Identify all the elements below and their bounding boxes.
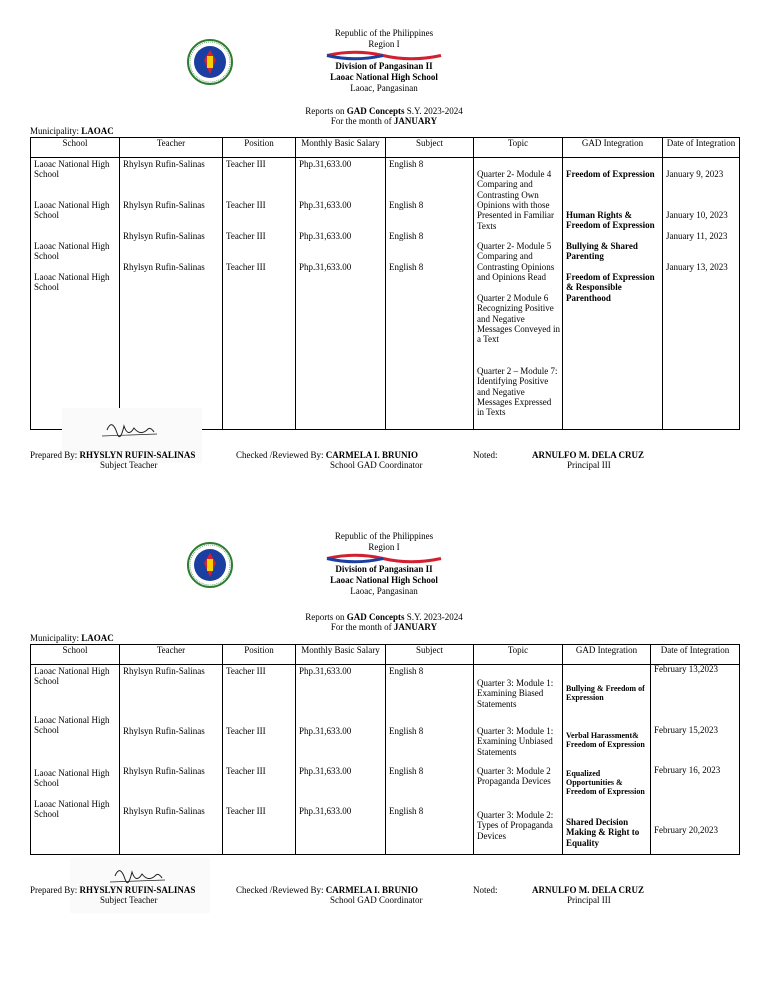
position-cell: Teacher III (226, 726, 266, 736)
checked-by (236, 450, 418, 460)
title-prefix: Reports on (305, 106, 347, 116)
subject-cell: English 8 (389, 726, 424, 736)
salary-cell: Php.31,633.00 (299, 666, 352, 676)
topic-cell: Quarter 2- Module 5 Comparing and Contrasting Opinions and Opinions Read (477, 241, 555, 283)
deped-logo-icon (0, 50, 768, 61)
table-row (31, 665, 740, 855)
report-title (0, 106, 768, 126)
title-bold: GAD Concepts (346, 106, 405, 116)
location-line: Laoac, Pangasinan (350, 586, 418, 596)
subject-cell: English 8 (389, 666, 424, 676)
noted-title: Principal III (567, 460, 611, 470)
teacher-cell: Rhylsyn Rufin-Salinas (123, 726, 205, 736)
noted-name: ARNULFO M. DELA CRUZ (532, 885, 645, 895)
school-cell: Laoac National High School (34, 715, 110, 736)
checked-by (236, 885, 418, 895)
position-cell: Teacher III (226, 262, 266, 272)
col-subject: Subject (386, 645, 474, 665)
republic-line: Republic of the Philippines (334, 531, 434, 541)
letterhead (0, 531, 768, 597)
prepared-title: Subject Teacher (100, 895, 158, 905)
col-date: Date of Integration (651, 645, 740, 665)
col-topic: Topic (474, 645, 563, 665)
date-cell: February 20,2023 (654, 825, 718, 835)
prepared-title: Subject Teacher (100, 460, 158, 470)
col-position: Position (223, 138, 296, 158)
date-cell: February 16, 2023 (654, 765, 721, 775)
topic-cell: Quarter 2 Module 6 Recognizing Positive and Negative Messages Conveyed in a Text (477, 293, 560, 345)
salary-cell: Php.31,633.00 (299, 159, 352, 169)
school-cell: Laoac National High School (34, 200, 110, 221)
col-gad: GAD Integration (563, 645, 651, 665)
school-cell: Laoac National High School (34, 272, 110, 293)
gad-table-2 (30, 644, 740, 855)
topic-cell: Quarter 2- Module 4 Comparing and Contrasting Own Opinions with those Presented in Familiar Texts (477, 169, 554, 231)
col-school: School (31, 645, 120, 665)
col-salary: Monthly Basic Salary (296, 138, 386, 158)
republic-line: Republic of the Philippines (334, 28, 434, 38)
date-cell: January 11, 2023 (666, 231, 728, 241)
division-line: Division of Pangasinan II (335, 564, 433, 574)
topic-cell: Quarter 3: Module 2: Types of Propaganda Devices (477, 810, 554, 841)
school-cell: Laoac National High School (34, 799, 110, 820)
checked-name: CARMELA I. BRUNIO (325, 450, 418, 460)
position-cell: Teacher III (226, 200, 266, 210)
division-line: Division of Pangasinan II (335, 61, 433, 71)
teacher-cell: Rhylsyn Rufin-Salinas (123, 200, 205, 210)
teacher-cell: Rhylsyn Rufin-Salinas (123, 159, 205, 169)
col-salary: Monthly Basic Salary (296, 645, 386, 665)
municipality-value: LAOAC (81, 126, 114, 136)
noted-label: Noted: (473, 885, 498, 895)
col-teacher: Teacher (120, 645, 223, 665)
prepared-name: RHYSLYN RUFIN-SALINAS (79, 885, 196, 895)
date-cell: January 10, 2023 (666, 210, 728, 220)
prepared-name: RHYSLYN RUFIN-SALINAS (79, 450, 196, 460)
gad-cell: Bullying & Shared Parenting (566, 241, 638, 262)
gad-cell: Bullying & Freedom of Expression (566, 684, 645, 703)
topic-cell: Quarter 3: Module 1: Examining Biased Statements (477, 678, 554, 709)
school-cell: Laoac National High School (34, 241, 110, 262)
col-date: Date of Integration (663, 138, 740, 158)
noted-label: Noted: (473, 450, 498, 460)
gad-cell: Equalized Opportunities & Freedom of Expression (566, 769, 645, 797)
teacher-cell: Rhylsyn Rufin-Salinas (123, 262, 205, 272)
topic-cell: Quarter 3: Module 1: Examining Unbiased Statements (477, 726, 554, 757)
date-cell: January 9, 2023 (666, 169, 724, 179)
school-line: Laoac National High School (330, 72, 438, 82)
col-subject: Subject (386, 138, 474, 158)
region-line: Region I (368, 542, 400, 552)
subject-cell: English 8 (389, 806, 424, 816)
title-suffix: S.Y. 2023-2024 (404, 612, 463, 622)
gad-cell: Shared Decision Making & Right to Equality (566, 817, 640, 848)
gad-table-1 (30, 137, 740, 430)
salary-cell: Php.31,633.00 (299, 806, 352, 816)
col-topic: Topic (474, 138, 563, 158)
position-cell: Teacher III (226, 159, 266, 169)
salary-cell: Php.31,633.00 (299, 262, 352, 272)
school-cell: Laoac National High School (34, 768, 110, 789)
teacher-cell: Rhylsyn Rufin-Salinas (123, 806, 205, 816)
subject-cell: English 8 (389, 231, 424, 241)
title-prefix: Reports on (305, 612, 347, 622)
prepared-by (30, 885, 195, 895)
school-line: Laoac National High School (330, 575, 438, 585)
school-cell: Laoac National High School (34, 666, 110, 687)
month: JANUARY (393, 622, 438, 632)
checked-label: Checked /Reviewed By: (236, 450, 326, 460)
prepared-label: Prepared By: (30, 450, 80, 460)
municipality-label: Municipality: (30, 633, 82, 643)
date-cell: January 13, 2023 (666, 262, 728, 272)
month-prefix: For the month of (330, 622, 394, 632)
municipality-label: Municipality: (30, 126, 82, 136)
subject-cell: English 8 (389, 262, 424, 272)
region-line: Region I (368, 39, 400, 49)
checked-title: School GAD Coordinator (330, 460, 423, 470)
subject-cell: English 8 (389, 200, 424, 210)
salary-cell: Php.31,633.00 (299, 200, 352, 210)
municipality (30, 633, 114, 643)
salary-cell: Php.31,633.00 (299, 766, 352, 776)
deped-logo-icon (0, 553, 768, 564)
municipality-value: LAOAC (81, 633, 114, 643)
gad-cell: Freedom of Expression (566, 169, 655, 179)
teacher-cell: Rhylsyn Rufin-Salinas (123, 766, 205, 776)
location-line: Laoac, Pangasinan (350, 83, 418, 93)
position-cell: Teacher III (226, 231, 266, 241)
title-bold: GAD Concepts (346, 612, 405, 622)
letterhead (0, 28, 768, 94)
salary-cell: Php.31,633.00 (299, 726, 352, 736)
table-row (31, 158, 740, 430)
checked-name: CARMELA I. BRUNIO (325, 885, 418, 895)
prepared-label: Prepared By: (30, 885, 80, 895)
position-cell: Teacher III (226, 766, 266, 776)
school-cell: Laoac National High School (34, 159, 110, 180)
month-prefix: For the month of (330, 116, 394, 126)
report-title (0, 612, 768, 632)
checked-title: School GAD Coordinator (330, 895, 423, 905)
municipality (30, 126, 114, 136)
noted-name: ARNULFO M. DELA CRUZ (532, 450, 645, 460)
date-cell: February 15,2023 (654, 725, 718, 735)
col-school: School (31, 138, 120, 158)
position-cell: Teacher III (226, 806, 266, 816)
teacher-cell: Rhylsyn Rufin-Salinas (123, 666, 205, 676)
col-teacher: Teacher (120, 138, 223, 158)
checked-label: Checked /Reviewed By: (236, 885, 326, 895)
subject-cell: English 8 (389, 766, 424, 776)
prepared-by (30, 450, 195, 460)
subject-cell: English 8 (389, 159, 424, 169)
col-position: Position (223, 645, 296, 665)
topic-cell: Quarter 3: Module 2 Propaganda Devices (477, 766, 551, 787)
gad-cell: Verbal Harassment& Freedom of Expression (566, 731, 645, 750)
month: JANUARY (393, 116, 438, 126)
date-cell: February 13,2023 (654, 664, 718, 674)
position-cell: Teacher III (226, 666, 266, 676)
salary-cell: Php.31,633.00 (299, 231, 352, 241)
gad-cell: Freedom of Expression & Responsible Parenthood (566, 272, 655, 303)
teacher-cell: Rhylsyn Rufin-Salinas (123, 231, 205, 241)
title-suffix: S.Y. 2023-2024 (404, 106, 463, 116)
topic-cell: Quarter 2 – Module 7: Identifying Positive and Negative Messages Expressed in Texts (477, 366, 558, 418)
gad-cell: Human Rights & Freedom of Expression (566, 210, 655, 231)
noted-title: Principal III (567, 895, 611, 905)
col-gad: GAD Integration (563, 138, 663, 158)
